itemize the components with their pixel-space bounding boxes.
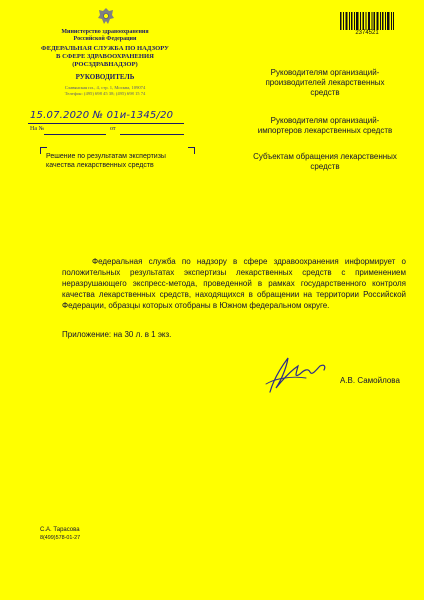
addressee-manufacturers: Руководителям организаций-производителей лекарственных средств	[265, 68, 385, 97]
executor-phone: 8(499)578-01-27	[40, 535, 81, 541]
na-underline	[44, 134, 106, 135]
head-title: РУКОВОДИТЕЛЬ	[75, 73, 135, 81]
ot-underline	[120, 134, 184, 135]
signatory-name: А.В. Самойлова	[340, 376, 400, 385]
registration-date-number: 15.07.2020 № 01и-1345/20	[30, 110, 174, 121]
addressee-importers: Руководителям организаций-импортеров лекарственных средств	[257, 116, 393, 135]
ot-label: от	[110, 126, 116, 132]
agency-abbreviation: (РОСЗДРАВНАДЗОР)	[72, 61, 138, 68]
ministry-name: Министерство здравоохранения Российской Федерации	[61, 29, 149, 42]
handwritten-signature	[262, 348, 332, 398]
phone-line: Телефон: (495) 698 45 38; (495) 698 15 74	[64, 91, 146, 96]
address-line: Славянская пл., 4, стр. 1, Москва, 109074	[64, 85, 146, 90]
attachment-note: Приложение: на 30 л. в 1 экз.	[62, 330, 172, 339]
coat-of-arms-icon	[96, 6, 116, 26]
subject-text: Решение по результатам экспертизы качества лекарственных средств	[46, 153, 166, 169]
registration-underline	[28, 123, 184, 124]
na-label: На №	[30, 126, 45, 132]
executor-name: С.А. Тарасова	[40, 527, 80, 533]
agency-name-line2: В СФЕРЕ ЗДРАВООХРАНЕНИЯ	[56, 53, 154, 60]
barcode-number: 2374521	[355, 30, 379, 36]
letterhead	[24, 29, 186, 97]
barcode	[340, 12, 394, 30]
addressee-circulation-subjects: Субъектам обращения лекарственных средств	[253, 152, 397, 171]
agency-name-line1: ФЕДЕРАЛЬНАЯ СЛУЖБА ПО НАДЗОРУ	[41, 45, 169, 52]
letter-body: Федеральная служба по надзору в сфере здравоохранения информирует о положительных результатах экспертизы лекарственных средств с применением неразрушающего экспресс-метода, проведенной в рамках государственного контроля качества лекарственных средств, находящихся в обращении на территории Российской Федерации, образцы которых отобраны в Южном федеральном округе.	[62, 257, 406, 310]
